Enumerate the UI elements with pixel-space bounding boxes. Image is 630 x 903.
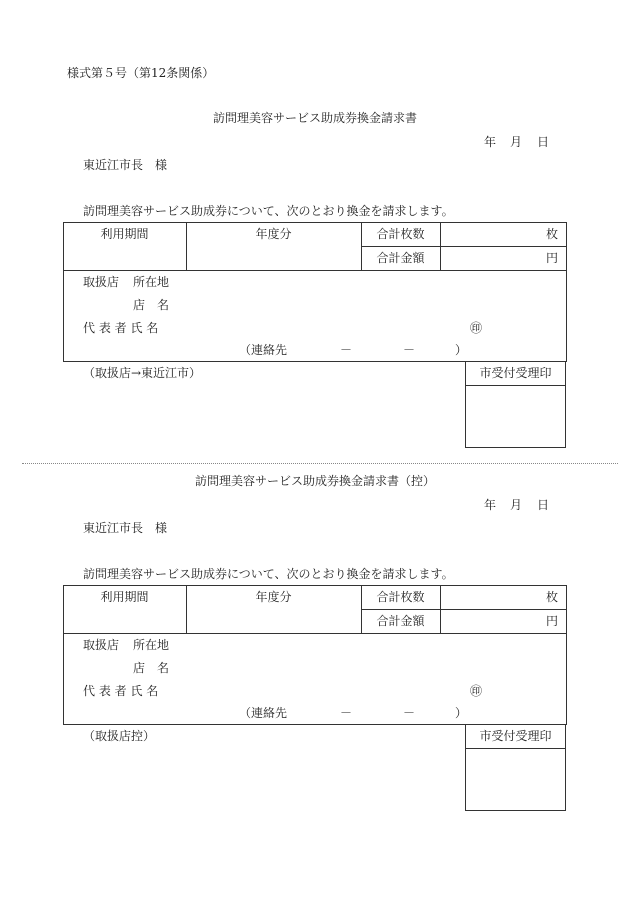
contact-close: ） — [455, 706, 468, 720]
request-table — [63, 222, 567, 362]
amount-unit: 円 — [546, 614, 559, 628]
total-amount-label: 合計金額 — [376, 251, 425, 265]
request-form-copy — [0, 363, 630, 743]
date-day: 日 — [537, 135, 550, 149]
store-name-label: 店 名 — [133, 298, 170, 312]
contact-dash-1: － — [340, 343, 353, 357]
form-title: 訪問理美容サービス助成券換金請求書（控） — [194, 474, 435, 488]
amount-unit: 円 — [546, 251, 559, 265]
representative-label: 代 表 者 氏 名 — [83, 321, 159, 335]
date-year: 年 — [484, 135, 497, 149]
contact-open: （連絡先 — [239, 706, 288, 720]
store-label: 取扱店 — [83, 275, 120, 289]
routing-note: （取扱店→東近江市） — [83, 366, 202, 380]
total-count-label: 合計枚数 — [376, 227, 425, 241]
statement: 訪問理美容サービス助成券について、次のとおり換金を請求します。 — [83, 204, 454, 218]
representative-label: 代 表 者 氏 名 — [83, 684, 159, 698]
statement: 訪問理美容サービス助成券について、次のとおり換金を請求します。 — [83, 567, 454, 581]
city-stamp-label: 市受付受理印 — [479, 729, 552, 743]
routing-note: （取扱店控） — [83, 729, 156, 743]
contact-close: ） — [455, 343, 468, 357]
fiscal-year-label: 年度分 — [255, 590, 292, 604]
date-month: 月 — [510, 135, 523, 149]
contact-dash-2: － — [403, 706, 416, 720]
count-unit: 枚 — [546, 227, 559, 241]
fiscal-year-label: 年度分 — [255, 227, 292, 241]
date-day: 日 — [537, 498, 550, 512]
form-title: 訪問理美容サービス助成券換金請求書 — [212, 111, 417, 125]
store-label: 取扱店 — [83, 638, 120, 652]
addressee: 東近江市長 様 — [83, 521, 168, 535]
request-form-original — [0, 0, 630, 380]
addressee: 東近江市長 様 — [83, 158, 168, 172]
total-amount-label: 合計金額 — [376, 614, 425, 628]
contact-dash-2: － — [403, 343, 416, 357]
contact-open: （連絡先 — [239, 343, 288, 357]
contact-dash-1: － — [340, 706, 353, 720]
date-month: 月 — [510, 498, 523, 512]
form-number: 様式第５号（第12条関係） — [67, 66, 215, 80]
date-year: 年 — [484, 498, 497, 512]
request-table — [63, 585, 567, 725]
city-stamp-label: 市受付受理印 — [479, 366, 552, 380]
count-unit: 枚 — [546, 590, 559, 604]
address-label: 所在地 — [133, 275, 170, 289]
store-name-label: 店 名 — [133, 661, 170, 675]
period-label: 利用期間 — [100, 227, 149, 241]
seal-mark: ㊞ — [470, 684, 483, 698]
period-label: 利用期間 — [100, 590, 149, 604]
total-count-label: 合計枚数 — [376, 590, 425, 604]
seal-mark: ㊞ — [470, 321, 483, 335]
address-label: 所在地 — [133, 638, 170, 652]
